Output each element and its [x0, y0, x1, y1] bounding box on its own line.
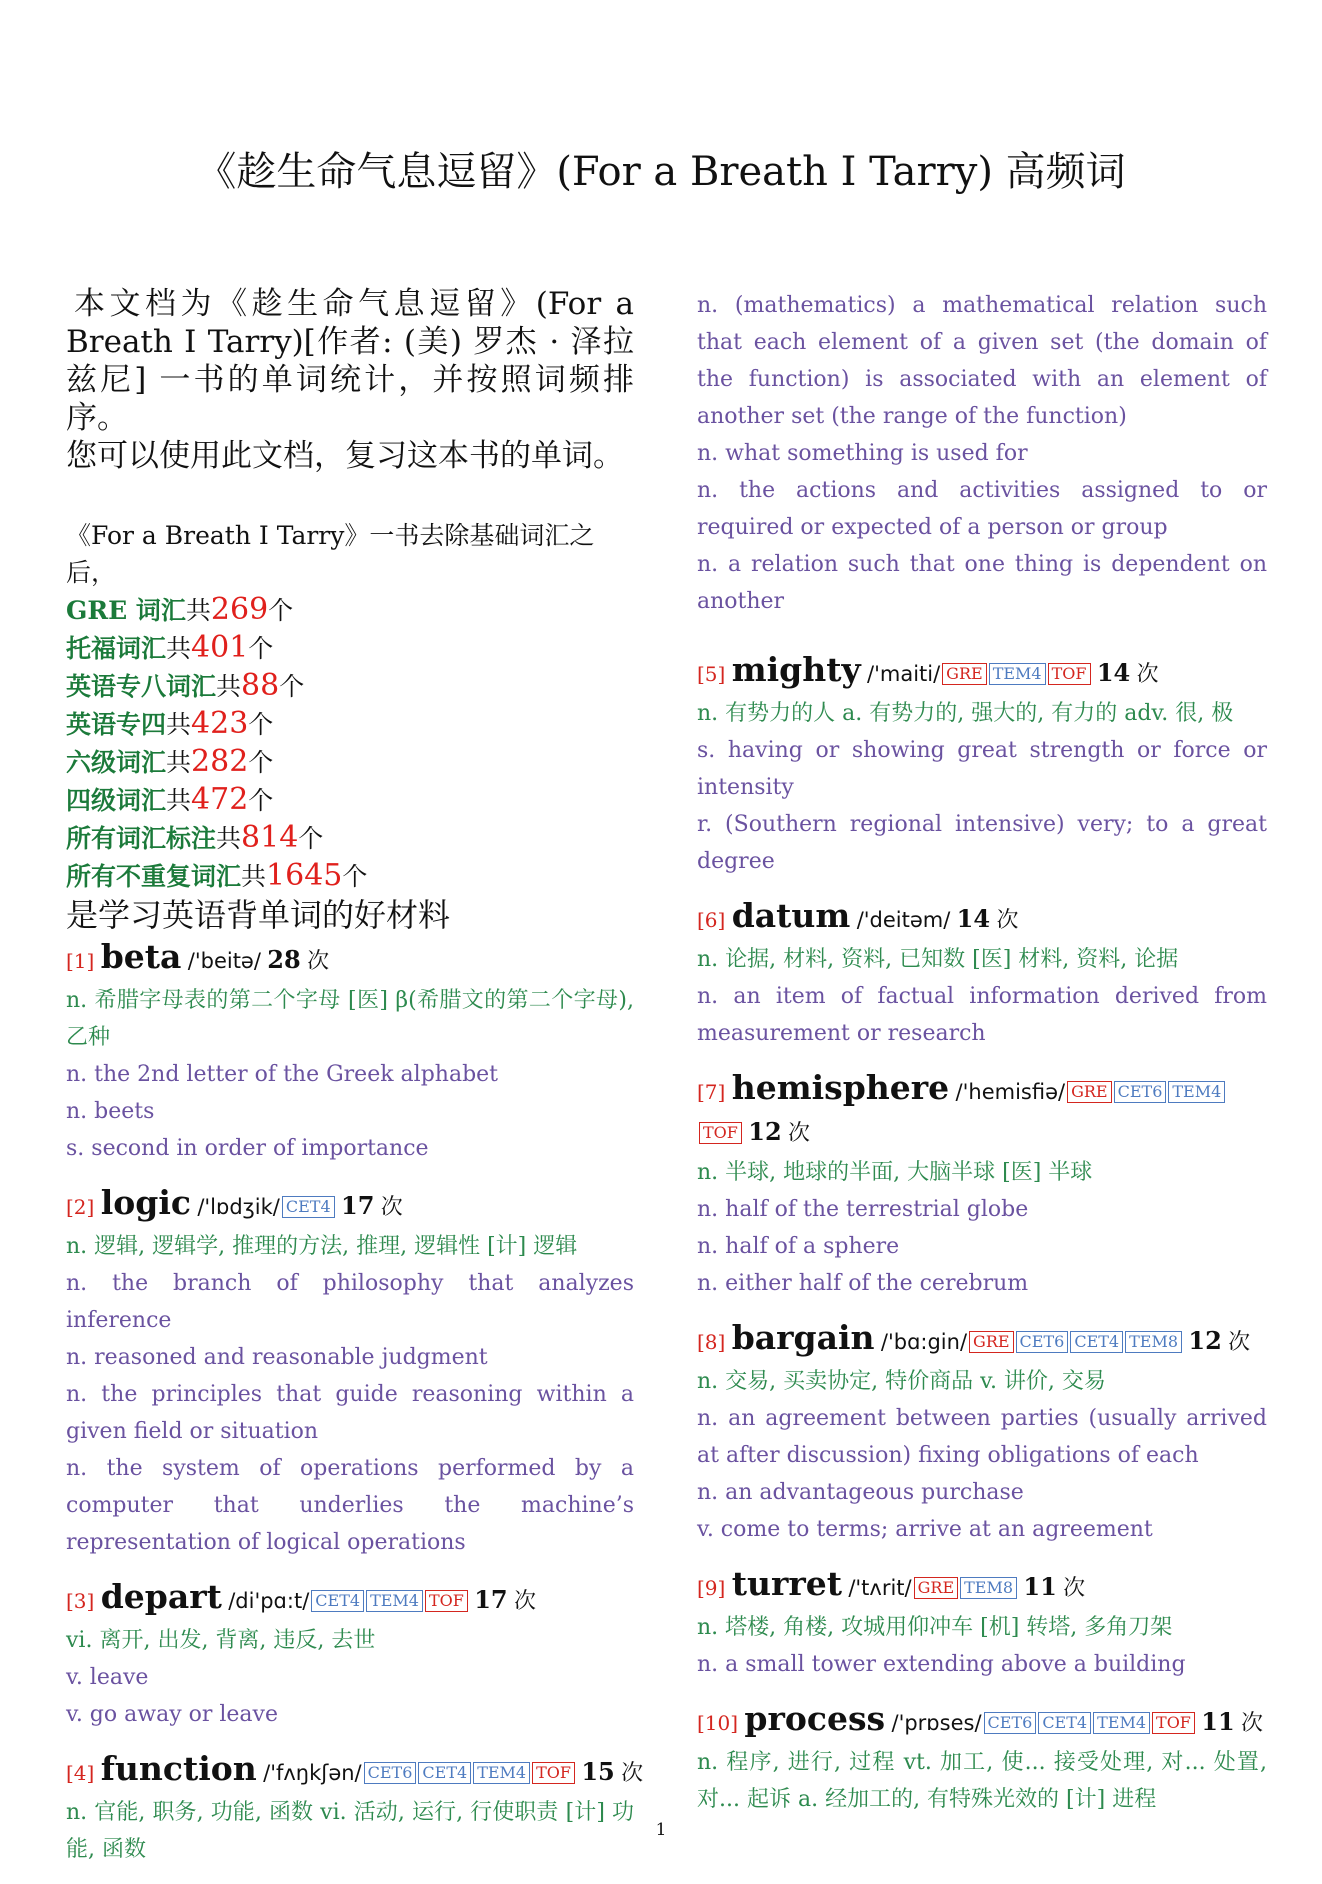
level-tag: CET4	[418, 1762, 471, 1784]
stat-row	[66, 705, 634, 743]
level-tag: GRE	[1067, 1081, 1112, 1103]
entry-phonetic: /'lɒdʒik/	[197, 1195, 280, 1219]
level-tag: CET4	[311, 1590, 364, 1612]
stat-number: 814	[241, 820, 299, 855]
word-entry	[66, 1577, 634, 1733]
definition-en: n. half of a sphere	[697, 1234, 900, 1259]
definition-cn: n. 塔楼, 角楼, 攻城用仰冲车 [机] 转塔, 多角刀架	[697, 1615, 1173, 1640]
stat-gong: 共	[241, 862, 267, 891]
stat-row	[66, 857, 634, 895]
entry-count: 12	[748, 1117, 782, 1146]
definition-en: n. the branch of philosophy that analyzes inference	[66, 1271, 634, 1333]
definition-en: s. second in order of importance	[66, 1136, 429, 1161]
level-tag: TEM4	[989, 663, 1046, 685]
stat-ge: 个	[298, 824, 324, 853]
level-tag: TEM4	[473, 1762, 530, 1784]
level-tag: TOF	[699, 1122, 742, 1144]
definition-en: n. an agreement between parties (usually arrived at after discussion) fixing obligations of each	[697, 1406, 1267, 1468]
word-entry	[697, 1068, 1267, 1302]
stat-number: 472	[191, 782, 249, 817]
definition-en: n. either half of the cerebrum	[697, 1271, 1029, 1296]
level-tag: GRE	[914, 1577, 959, 1599]
level-tag: TOF	[1152, 1712, 1195, 1734]
definition-cn: n. 论据, 材料, 资料, 已知数 [医] 材料, 资料, 论据	[697, 947, 1179, 972]
entry-count: 14	[1096, 658, 1131, 687]
stat-label: GRE 词汇	[66, 596, 186, 625]
word-entry	[66, 937, 634, 1167]
entry-index: [8]	[697, 1330, 726, 1354]
level-tag: CET4	[1070, 1331, 1123, 1353]
word-entry	[697, 1699, 1267, 1818]
entry-word: beta	[100, 937, 182, 976]
stat-ge: 个	[268, 596, 294, 625]
left-entries	[66, 937, 644, 1868]
definition-en: n. half of the terrestrial globe	[697, 1197, 1029, 1222]
definition-cn: n. 程序, 进行, 过程 vt. 加工, 使... 接受处理, 对... 处置, 对... 起诉 a. 经加工的, 有特殊光效的 [计] 进程	[697, 1750, 1267, 1812]
stat-label: 四级词汇	[66, 786, 167, 815]
entry-head	[697, 1068, 1267, 1154]
right-entries	[697, 650, 1267, 1818]
stat-gong: 共	[166, 710, 192, 739]
level-tag: TEM4	[366, 1590, 423, 1612]
level-tag: GRE	[969, 1331, 1014, 1353]
entry-head	[66, 1577, 634, 1622]
word-entry	[697, 896, 1267, 1052]
entry-count-unit: 次	[307, 949, 330, 974]
entry-count: 12	[1188, 1326, 1222, 1355]
entry-head	[66, 1183, 634, 1228]
entry-word: turret	[731, 1564, 842, 1603]
page-title: 《趁生命气息逗留》(For a Breath I Tarry) 高频词	[196, 149, 1126, 195]
entry-word: bargain	[731, 1318, 875, 1357]
word-entry	[66, 1749, 644, 1868]
entry-word: depart	[100, 1577, 222, 1616]
entry-count: 17	[474, 1585, 508, 1614]
definition-en: n. reasoned and reasonable judgment	[66, 1345, 488, 1370]
intro	[66, 285, 634, 475]
right-column	[697, 287, 1267, 1834]
entry-word: function	[100, 1749, 257, 1788]
stats-block	[66, 517, 634, 895]
definition-cn: n. 半球, 地球的半面, 大脑半球 [医] 半球	[697, 1160, 1093, 1185]
stat-label: 所有不重复词汇	[66, 862, 242, 891]
entry-head	[697, 1699, 1267, 1744]
entry-count: 14	[956, 904, 991, 933]
stat-label: 六级词汇	[66, 748, 167, 777]
entry-index: [5]	[697, 662, 726, 686]
stat-ge: 个	[248, 786, 274, 815]
entry-index: [6]	[697, 908, 726, 932]
entry-count-unit: 次	[996, 908, 1019, 933]
word-entry	[697, 1564, 1267, 1683]
entry-phonetic: /di'pɑ:t/	[228, 1589, 310, 1613]
intro-line-1: 本文档为《趁生命气息逗留》(For a Breath I Tarry)[作者: (美) 罗杰 · 泽拉兹尼] 一书的单词统计，并按照词频排序。	[66, 286, 634, 436]
entry-head	[66, 1749, 644, 1794]
stat-number: 88	[241, 668, 280, 703]
definition-en: n. an advantageous purchase	[697, 1480, 1024, 1505]
stat-label: 英语专四	[66, 710, 167, 739]
entry-count-unit: 次	[380, 1195, 403, 1220]
definition-en: n. an item of factual information derived from measurement or research	[697, 984, 1267, 1046]
level-tag: CET4	[282, 1196, 335, 1218]
entry-index: [7]	[697, 1080, 726, 1104]
entry-count-unit: 次	[621, 1761, 644, 1786]
stat-number: 269	[210, 592, 269, 627]
entry-count-unit: 次	[1063, 1576, 1086, 1601]
definition-cn: n. 希腊字母表的第二个字母 [医] β(希腊文的第二个字母), 乙种	[66, 988, 634, 1050]
stat-row	[66, 667, 634, 705]
stat-gong: 共	[216, 824, 242, 853]
level-tag: TOF	[425, 1590, 468, 1612]
definition-cn: n. 逻辑, 逻辑学, 推理的方法, 推理, 逻辑性 [计] 逻辑	[66, 1234, 578, 1259]
entry-count-unit: 次	[1228, 1330, 1251, 1355]
entry-phonetic: /'beitə/	[187, 949, 261, 973]
stats-closing: 是学习英语背单词的好材料	[66, 896, 451, 934]
stat-row	[66, 591, 634, 629]
stat-gong: 共	[166, 786, 192, 815]
definition-en: n. what something is used for	[697, 441, 1028, 466]
definition-en: n. the system of operations performed by a computer that underlies the machine’s representation of logical operations	[66, 1456, 634, 1555]
page-number: 1	[655, 1820, 667, 1840]
definition-en: v. leave	[66, 1665, 149, 1690]
word-entry	[697, 1318, 1267, 1548]
entry-count: 17	[341, 1191, 375, 1220]
entry-index: [3]	[66, 1589, 95, 1613]
definition-en: v. come to terms; arrive at an agreement	[697, 1517, 1153, 1542]
entry-word: process	[744, 1699, 886, 1738]
definition-cn: n. 有势力的人 a. 有势力的, 强大的, 有力的 adv. 很, 极	[697, 701, 1234, 726]
entry-count: 11	[1023, 1572, 1057, 1601]
entry-word: hemisphere	[731, 1068, 950, 1107]
stat-row	[66, 819, 634, 857]
entry-index: [10]	[697, 1711, 739, 1735]
entry-word: datum	[731, 896, 851, 935]
level-tag: CET6	[984, 1712, 1037, 1734]
stat-gong: 共	[216, 672, 242, 701]
stat-ge: 个	[248, 748, 274, 777]
entry-count: 28	[267, 945, 301, 974]
entry-index: [9]	[697, 1576, 726, 1600]
entry-count: 11	[1201, 1707, 1235, 1736]
stat-label: 英语专八词汇	[66, 672, 217, 701]
entry-count-unit: 次	[1241, 1711, 1264, 1736]
entry-phonetic: /'deitəm/	[856, 908, 951, 932]
entry-head	[66, 937, 634, 982]
stats-rows	[66, 591, 634, 895]
level-tag: CET6	[364, 1762, 417, 1784]
stat-ge: 个	[342, 862, 368, 891]
stat-number: 423	[191, 706, 249, 741]
definition-en: n. the actions and activities assigned to or required or expected of a person or group	[697, 478, 1267, 540]
entry-head	[697, 1564, 1267, 1609]
definition-cn: n. 交易, 买卖协定, 特价商品 v. 讲价, 交易	[697, 1369, 1106, 1394]
stat-ge: 个	[248, 634, 274, 663]
definition-en: n. the 2nd letter of the Greek alphabet	[66, 1062, 499, 1087]
stat-gong: 共	[166, 748, 192, 777]
definition-en: r. (Southern regional intensive) very; to a great degree	[697, 812, 1267, 874]
stat-row	[66, 781, 634, 819]
definition-en: n. beets	[66, 1099, 155, 1124]
level-tag: TEM8	[1125, 1331, 1182, 1353]
entry-count: 15	[581, 1757, 615, 1786]
left-column	[66, 285, 644, 1884]
level-tag: TEM4	[1168, 1081, 1225, 1103]
level-tag: TEM4	[1093, 1712, 1150, 1734]
stat-ge: 个	[248, 710, 274, 739]
definition-en: v. go away or leave	[66, 1702, 278, 1727]
stat-number: 282	[191, 744, 249, 779]
level-tag: CET6	[1114, 1081, 1167, 1103]
level-tag: CET4	[1038, 1712, 1091, 1734]
entry-count-unit: 次	[1136, 662, 1159, 687]
entry-phonetic: /'prɒses/	[891, 1711, 982, 1735]
word-entry	[66, 1183, 634, 1561]
stat-number: 401	[191, 630, 249, 665]
stat-row	[66, 629, 634, 667]
stat-row	[66, 743, 634, 781]
entry-word: logic	[100, 1183, 191, 1222]
stat-number: 1645	[266, 858, 343, 893]
level-tag: TOF	[532, 1762, 575, 1784]
entry-index: [1]	[66, 949, 95, 973]
entry-phonetic: /'maiti/	[867, 662, 941, 686]
stat-gong: 共	[185, 596, 211, 625]
stat-ge: 个	[279, 672, 305, 701]
stat-label: 所有词汇标注	[66, 824, 217, 853]
stat-label: 托福词汇	[66, 634, 167, 663]
stat-gong: 共	[166, 634, 192, 663]
entry-phonetic: /'fʌŋkʃən/	[263, 1761, 362, 1785]
entry-phonetic: /'bɑ:gin/	[880, 1330, 968, 1354]
function-continuation	[697, 287, 1267, 620]
entry-index: [4]	[66, 1761, 95, 1785]
definition-en: n. a relation such that one thing is dependent on another	[697, 552, 1267, 614]
definition-en: s. having or showing great strength or force or intensity	[697, 738, 1267, 800]
definition-en: n. a small tower extending above a building	[697, 1652, 1186, 1677]
level-tag: TEM8	[960, 1577, 1017, 1599]
entry-count-unit: 次	[788, 1121, 811, 1146]
entry-count-unit: 次	[514, 1589, 537, 1614]
entry-index: [2]	[66, 1195, 95, 1219]
stats-lead: 《For a Breath I Tarry》一书去除基础词汇之后，	[66, 521, 595, 587]
entry-word: mighty	[731, 650, 861, 689]
entry-phonetic: /'hemisfiə/	[955, 1080, 1066, 1104]
definition-cn: n. 官能, 职务, 功能, 函数 vi. 活动, 运行, 行使职责 [计] 功能, 函数	[66, 1800, 634, 1862]
entry-head	[697, 896, 1267, 941]
entry-head	[697, 650, 1267, 695]
word-entry	[697, 650, 1267, 880]
entry-phonetic: /'tʌrit/	[848, 1576, 912, 1600]
entry-head	[697, 1318, 1267, 1363]
level-tag: TOF	[1048, 663, 1091, 685]
definition-en: n. (mathematics) a mathematical relation such that each element of a given set (the domain of the function) is associated with an element of another set (the range of the function)	[697, 293, 1267, 429]
level-tag: CET6	[1016, 1331, 1069, 1353]
level-tag: GRE	[942, 663, 987, 685]
definition-cn: vi. 离开, 出发, 背离, 违反, 去世	[66, 1628, 376, 1653]
intro-line-2: 您可以使用此文档，复习这本书的单词。	[66, 438, 624, 474]
definition-en: n. the principles that guide reasoning within a given field or situation	[66, 1382, 634, 1444]
